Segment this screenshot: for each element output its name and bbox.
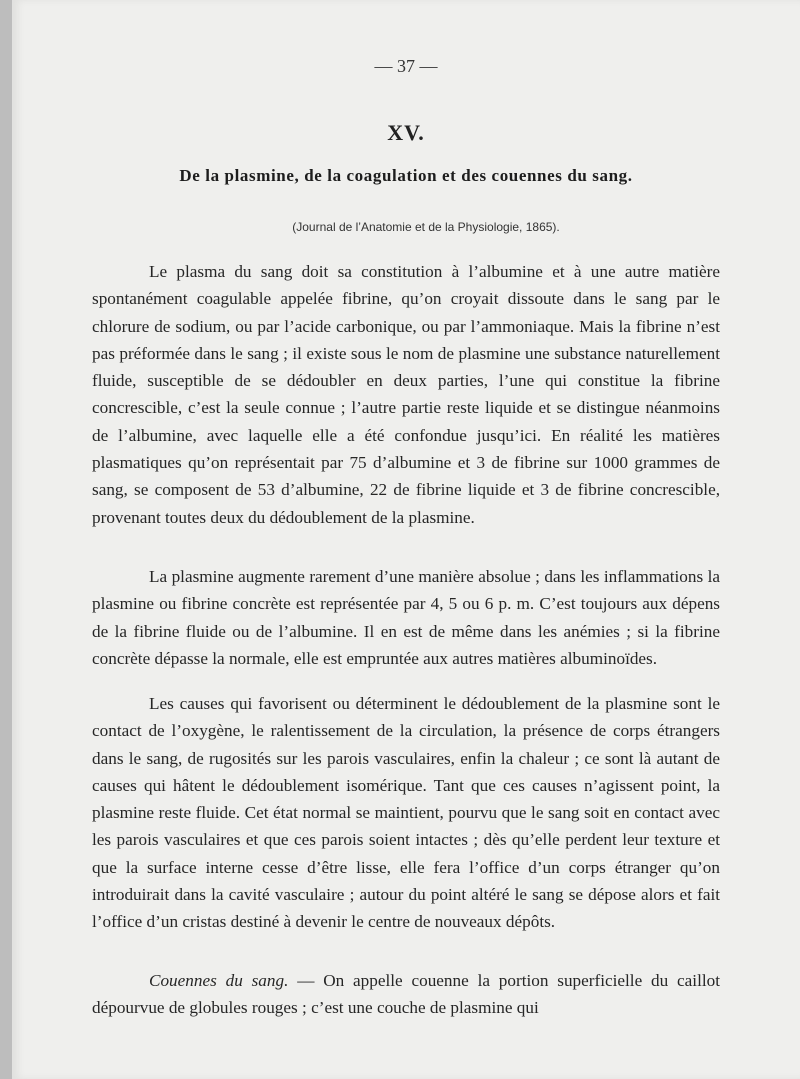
- couennes-heading: Couennes du sang.: [149, 971, 289, 990]
- source-citation: (Journal de l’Anatomie et de la Physiologie, 1865).: [292, 220, 560, 234]
- paragraph-plasma: Le plasma du sang doit sa constitution à l’albumine et à une autre matière spontanément coagulable appelée fibrine, qu’on croyait dissoute dans le sang par le chlorure de sodium, ou par l’acide carbonique, ou par l’ammoniaque. Mais la fibrine n’est pas préformée dans le sang ; il existe sous le nom de plasmine une substance naturellement fluide, susceptible de se dédoubler en deux parties, l’une qui constitue la fibrine concrescible, c’est la seule connue ; l’autre partie reste liquide et se distingue néanmoins de l’albumine, avec laquelle elle a été confondue jusqu’ici. En réalité les matières plasmatiques qu’on représentait par 75 d’albumine et 3 de fibrine sur 1000 grammes de sang, se composent de 53 d’albumine, 22 de fibrine liquide et 3 de fibrine concrescible, provenant toutes deux du dédoublement de la plasmine.: [92, 262, 720, 527]
- paragraph-couennes: [92, 967, 720, 1022]
- page-number: — 37 —: [374, 56, 438, 76]
- couennes-text: — On appelle couenne la portion superficielle du caillot dépourvue de globules rouges ; c’est une couche de plasmine qui: [92, 971, 720, 1018]
- article-title: De la plasmine, de la coagulation et des couennes du sang.: [179, 166, 633, 185]
- book-page: [12, 0, 800, 1079]
- chapter-heading: XV.: [387, 120, 425, 145]
- paragraph-causes: Les causes qui favorisent ou déterminent le dédoublement de la plasmine sont le contact de l’oxygène, le ralentissement de la circulation, la présence de corps étrangers dans le sang, de rugosités sur les parois vasculaires, enfin la chaleur ; ce sont là autant de causes qui hâtent le dédoublement isomérique. Tant que ces causes n’agissent point, la plasmine reste fluide. Cet état normal se maintient, pourvu que le sang soit en contact avec les parois vasculaires et que ces parois soient intactes ; dès qu’elle perdent leur texture et que la surface interne cesse d’être lisse, elle fera l’office d’un corps étranger qu’on introduirait dans la cavité vasculaire ; autour du point altéré le sang se dépose alors et fait l’office d’un cristas destiné à devenir le centre de nouveaux dépôts.: [92, 694, 720, 932]
- paragraph-plasmine-augmente: La plasmine augmente rarement d’une manière absolue ; dans les inflammations la plasmine ou fibrine concrète est représentée par 4, 5 ou 6 p. m. C’est toujours aux dépens de la fibrine fluide ou de l’albumine. Il en est de même dans les anémies ; si la fibrine concrète dépasse la normale, elle est empruntée aux autres matières albuminoïdes.: [92, 567, 720, 668]
